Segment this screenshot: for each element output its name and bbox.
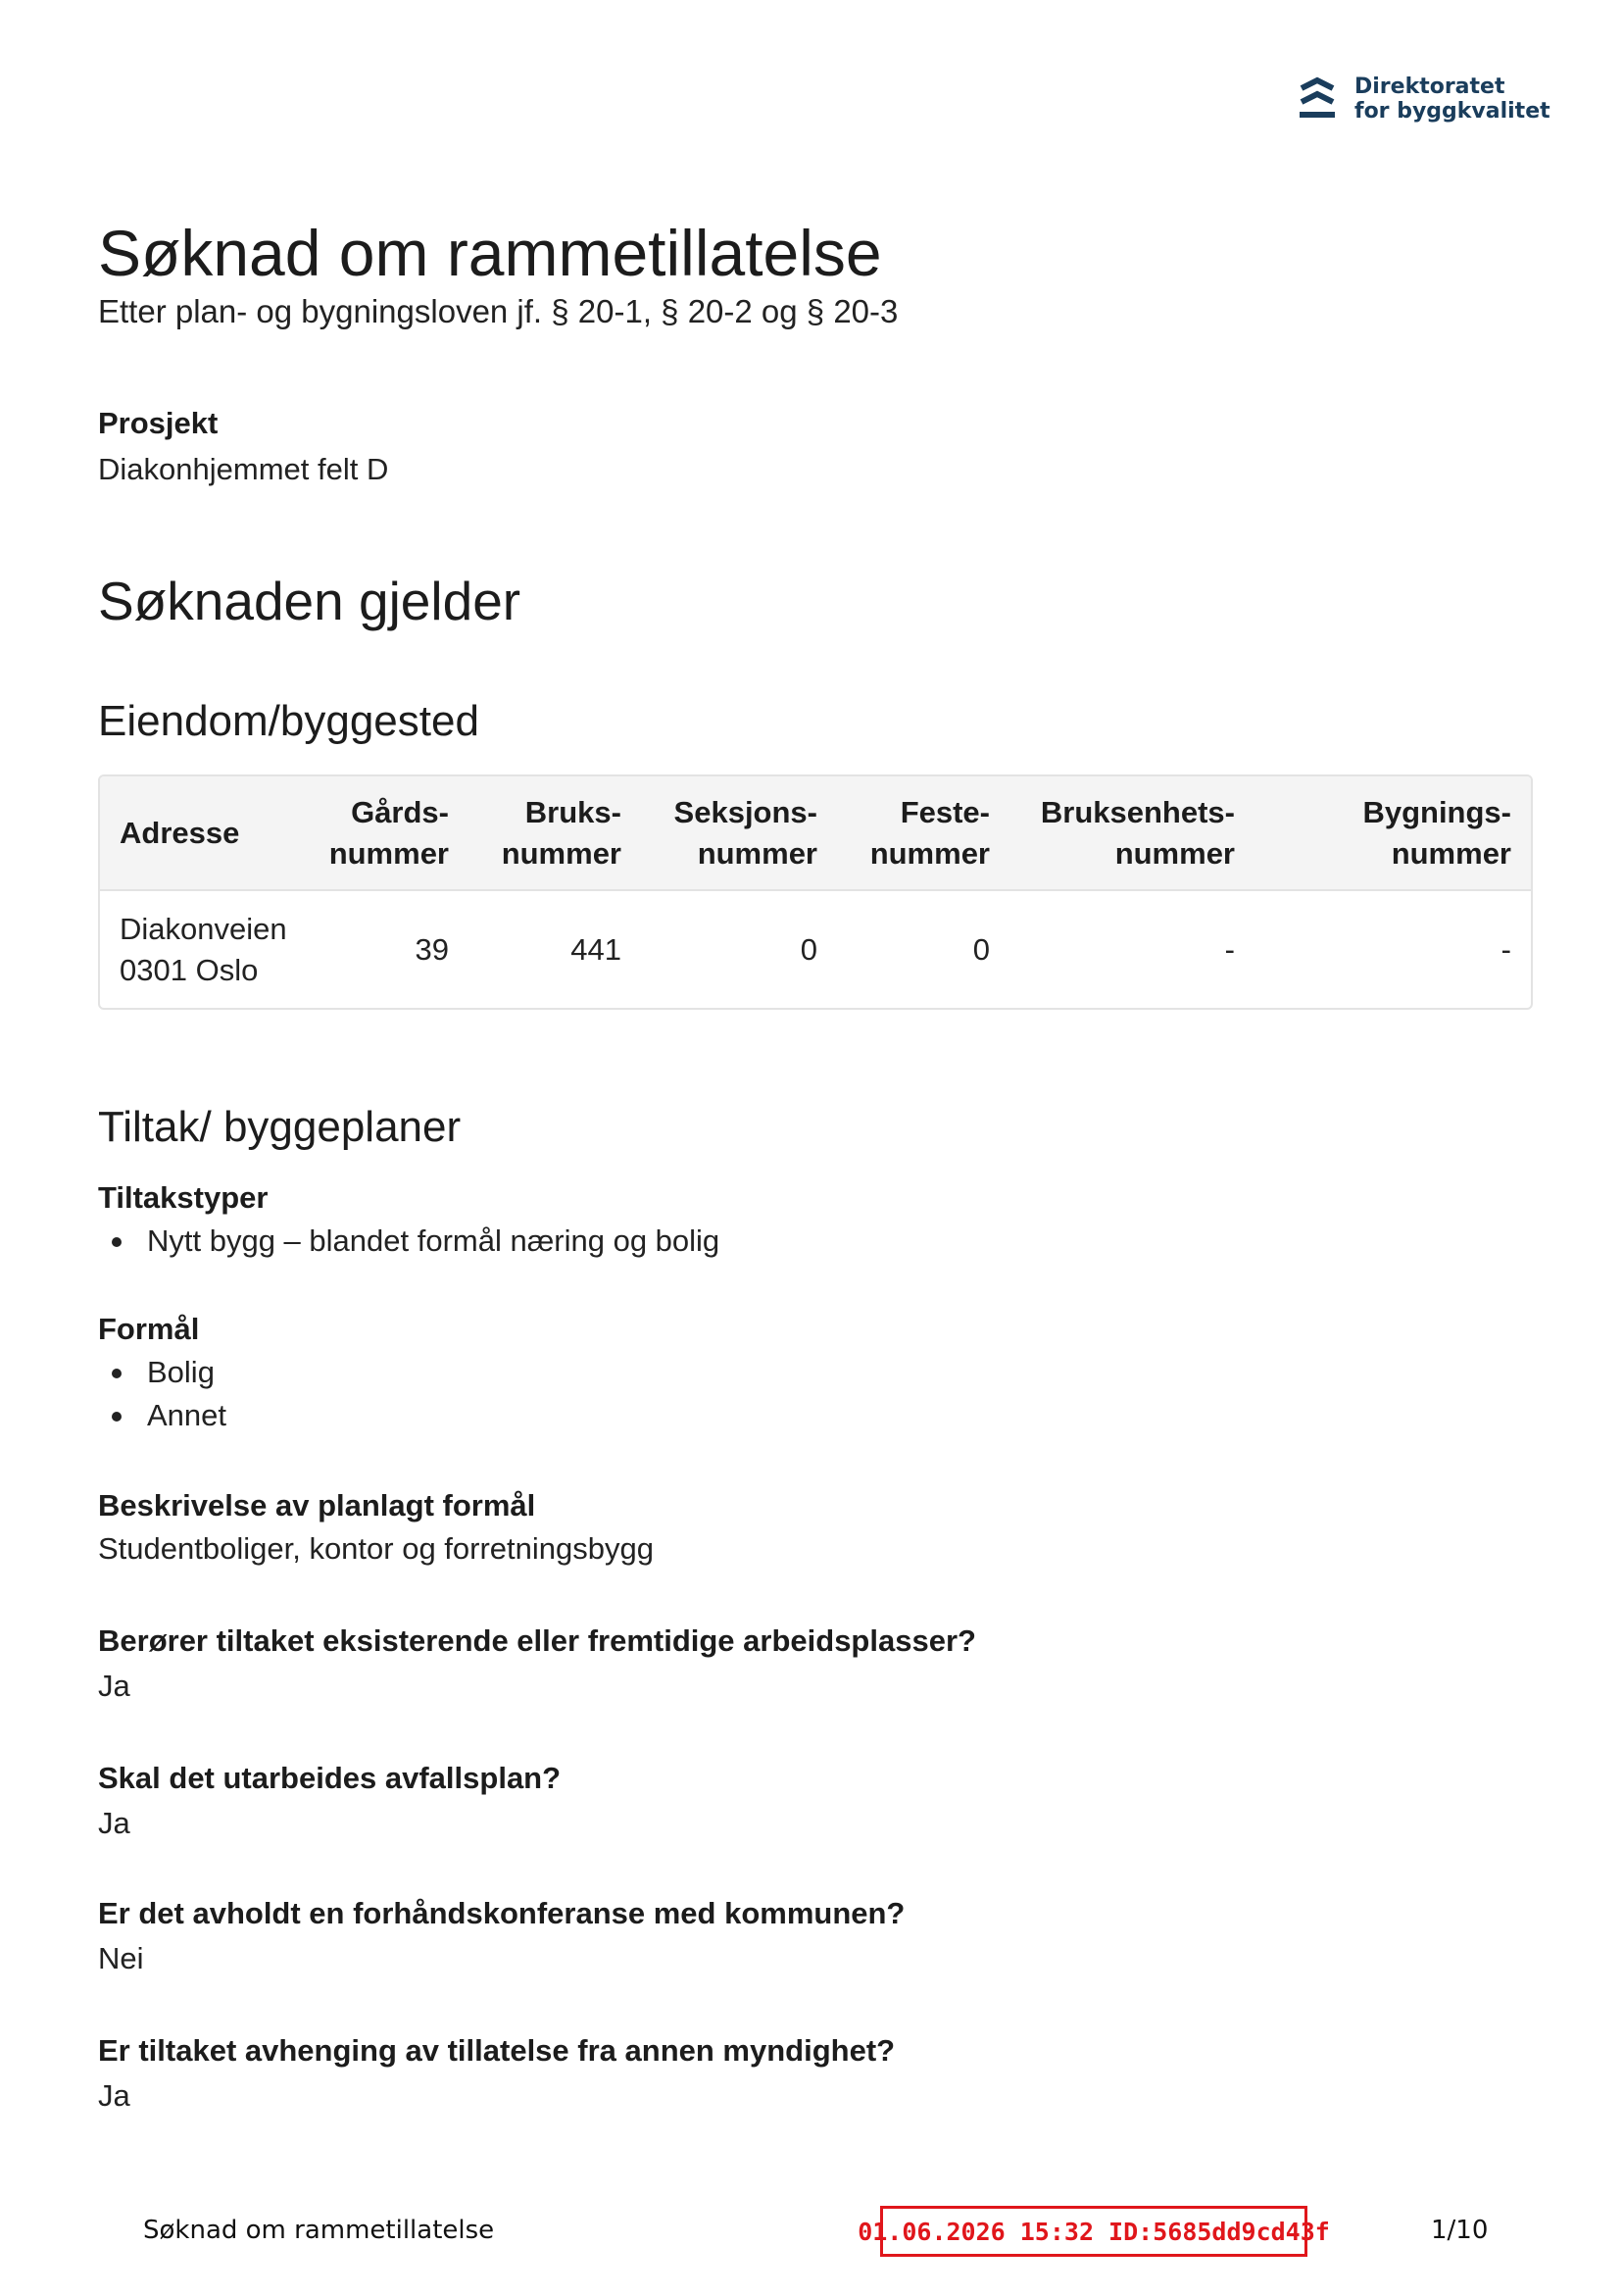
header-adresse	[100, 776, 286, 890]
cell-bruksnummer: 441	[570, 931, 621, 967]
tillatelse-label: Er tiltaket avhenging av tillatelse fra annen myndighet?	[98, 2033, 896, 2068]
formal-list	[98, 1351, 226, 1437]
forhandskonferanse-value: Nei	[98, 1941, 144, 1975]
arbeidsplasser-value: Ja	[98, 1669, 130, 1703]
page-number: 1/10	[1431, 2216, 1489, 2245]
tiltakstyper-label: Tiltakstyper	[98, 1180, 269, 1215]
header-bruksnummer-line2: nummer	[501, 835, 621, 871]
dibk-chevron-logo-icon	[1300, 76, 1335, 122]
list-item: Bolig	[98, 1351, 226, 1394]
prosjekt-label: Prosjekt	[98, 406, 219, 440]
table-row	[100, 890, 1531, 1008]
cell-gardsnummer: 39	[415, 931, 449, 967]
header-adresse-label: Adresse	[120, 815, 240, 850]
header-bruksenhetsnummer	[1009, 776, 1254, 890]
cell-festenummer: 0	[972, 931, 990, 967]
cell-adresse-postal: 0301 Oslo	[120, 952, 259, 987]
tiltakstyper-list	[98, 1220, 719, 1263]
beskrivelse-label: Beskrivelse av planlagt formål	[98, 1488, 536, 1522]
logo-line-1: Direktoratet	[1354, 75, 1505, 99]
header-festenummer-line1: Feste-	[900, 794, 990, 829]
cell-seksjonsnummer: 0	[800, 931, 817, 967]
document-subtitle: Etter plan- og bygningsloven jf. § 20-1, § 20-2 og § 20-3	[98, 293, 899, 329]
timestamp-id-stamp: 01.06.2026 15:32 ID:5685dd9cd43f	[880, 2206, 1307, 2257]
arbeidsplasser-label: Berører tiltaket eksisterende eller fremtidige arbeidsplasser?	[98, 1623, 976, 1658]
logo-text	[1354, 75, 1550, 124]
header-gardsnummer-line1: Gårds-	[351, 794, 449, 829]
list-item: Annet	[98, 1394, 226, 1437]
forhandskonferanse-label: Er det avholdt en forhåndskonferanse med kommunen?	[98, 1896, 906, 1930]
cell-bygningsnummer: -	[1500, 931, 1511, 967]
header-bruksnummer-line1: Bruks-	[524, 794, 621, 829]
list-item: Nytt bygg – blandet formål næring og bolig	[98, 1220, 719, 1263]
cell-bruksenhetsnummer: -	[1224, 931, 1235, 967]
header-bruksenhetsnummer-line2: nummer	[1114, 835, 1235, 871]
avfallsplan-label: Skal det utarbeides avfallsplan?	[98, 1761, 562, 1795]
prosjekt-value: Diakonhjemmet felt D	[98, 452, 389, 486]
tiltak-heading: Tiltak/ byggeplaner	[98, 1103, 462, 1151]
header-festenummer	[837, 776, 1009, 890]
header-bruksenhetsnummer-line1: Bruksenhets-	[1040, 794, 1235, 829]
header-seksjonsnummer-line2: nummer	[697, 835, 817, 871]
eiendom-table	[98, 774, 1533, 1010]
cell-adresse-street: Diakonveien	[120, 911, 287, 946]
header-gardsnummer-line2: nummer	[328, 835, 449, 871]
cell-adresse	[100, 890, 286, 1008]
formal-label: Formål	[98, 1312, 200, 1346]
soknaden-gjelder-heading: Søknaden gjelder	[98, 571, 521, 631]
header-bygningsnummer-line1: Bygnings-	[1362, 794, 1511, 829]
header-gardsnummer	[286, 776, 468, 890]
header-bruksnummer	[468, 776, 641, 890]
header-bygningsnummer-line2: nummer	[1391, 835, 1511, 871]
logo-line-2: for byggkvalitet	[1354, 99, 1550, 124]
tillatelse-value: Ja	[98, 2078, 130, 2113]
table-header-row	[100, 776, 1531, 890]
document-title: Søknad om rammetillatelse	[98, 217, 882, 289]
header-festenummer-line2: nummer	[869, 835, 990, 871]
header-seksjonsnummer	[641, 776, 837, 890]
header-bygningsnummer	[1254, 776, 1531, 890]
avfallsplan-value: Ja	[98, 1806, 130, 1840]
footer-document-title: Søknad om rammetillatelse	[143, 2216, 495, 2245]
eiendom-heading: Eiendom/byggested	[98, 697, 479, 745]
beskrivelse-value: Studentboliger, kontor og forretningsbygg	[98, 1531, 654, 1566]
dibk-logo	[1300, 75, 1550, 124]
header-seksjonsnummer-line1: Seksjons-	[673, 794, 817, 829]
